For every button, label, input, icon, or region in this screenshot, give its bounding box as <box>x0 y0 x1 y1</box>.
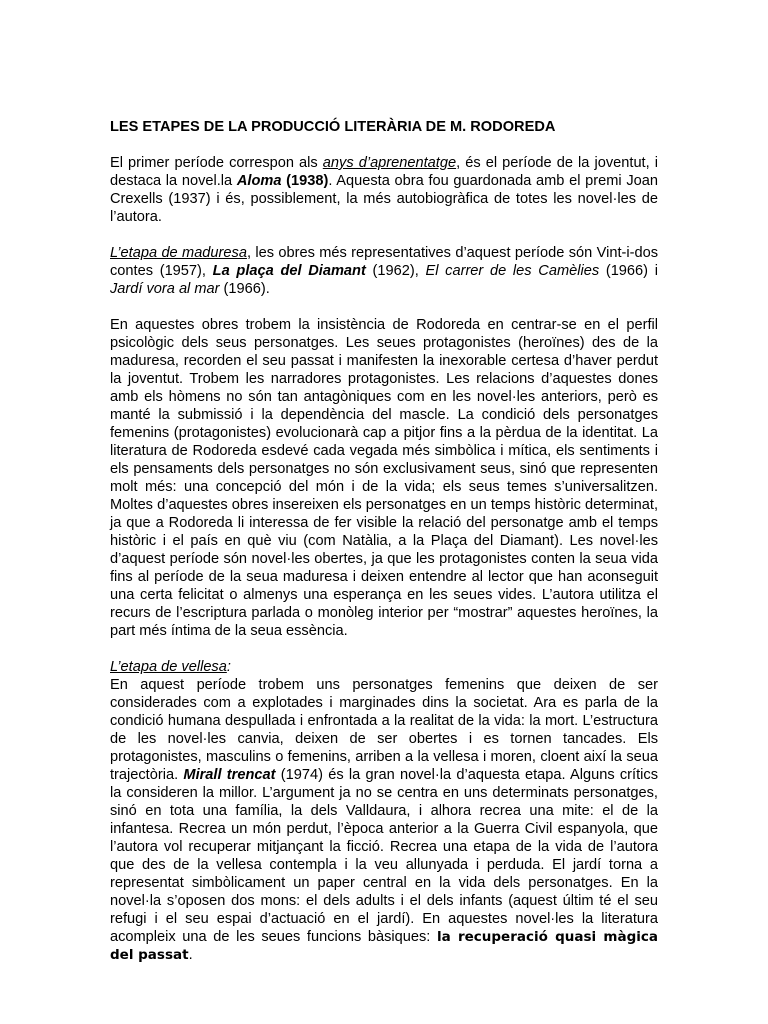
work-title: La plaça del Diamant <box>212 263 366 279</box>
paragraph-maturity <box>110 244 658 298</box>
paragraph-first-period <box>110 154 658 226</box>
paragraph-maturity-analysis: En aquestes obres trobem la insistència de Rodoreda en centrar-se en el perfil psicològic dels seus personatges. Les seues protagonistes (heroïnes) des de la maduresa, recorden el seu passat i manifesten la inexorable certesa d’haver perdut la joventut. Trobem les narradores protagonistes. Les relacions d’aquestes dones amb els hòmens no són tan antagòniques com en les novel·les anteriors, però es manté la submissió i la dependència del mascle. La condició dels personatges femenins (protagonistes) evolucionarà cap a pitjor fins a la pèrdua de la identitat. La literatura de Rodoreda esdevé cada vegada més simbòlica i mítica, els sentiments i els pensaments dels personatges no són exclusivament seus, sinó que representen molt més: una concepció del món i de la vida; els seus temes s’universalitzen. Moltes d’aquestes obres insereixen els personatges en un temps històric determinat, ja que a Rodoreda li interessa de fer visible la relació del personatge amb el temps històric i el país en què viu (com Natàlia, a la Plaça del Diamant). Les novel·les d’aquest període són novel·les obertes, ja que les protagonistes conten la seua vida fins al període de la seua maduresa i deixen entendre al lector que han aconseguit una certa felicitat o almenys una esperança en les seues vides. L’autora utilitza el recurs de l’escriptura parlada o monòleg interior per “mostrar” aquestes heroïnes, la part més íntima de la seua essència. <box>110 317 658 639</box>
text: (1962), <box>365 263 426 279</box>
work-title: Aloma <box>236 173 282 189</box>
text: (1966). <box>219 281 270 297</box>
document-page <box>110 118 658 982</box>
text: . <box>188 947 193 963</box>
work-title: Jardí vora al mar <box>110 281 220 297</box>
text: (1974) és la gran novel·la d’aquesta etapa. Alguns crítics la consideren la millor. L’argument ja no se centra en uns determinats personatges, sinó en tota una família, la dels Valldaura, i alhora recrea una mite: el de la infantesa. Recrea un món perdut, l’època anterior a la Guerra Civil espanyola, que l’autora vol recuperar mitjançant la ficció. Recrea una etapa de la vida de l’autora que des de la vellesa contempla i la veu allunyada i perduda. El jardí torna a representat simbòlicament un paper central en la vida dels personatges. En la novel·la s’oposen dos mons: el dels adults i el dels infants (aquest últim té el seu refugi i el seu espai d’actuació en el jardí). En aquestes novel·les la literatura acompleix una de les seues funcions bàsiques: <box>110 767 658 945</box>
document-title: LES ETAPES DE LA PRODUCCIÓ LITERÀRIA DE M. RODOREDA <box>110 119 556 135</box>
paragraph-old-age <box>110 658 658 964</box>
work-title: El carrer de les Camèlies <box>425 263 600 279</box>
text: . Aquesta obra fou guardonada amb el premi Joan Crexells (1937) i és, possiblement, la més autobiogràfica de totes les novel·les de l’autora. <box>110 173 658 225</box>
text: : <box>226 659 231 675</box>
text: En aquest període trobem uns personatges femenins que deixen de ser considerades com a explotades i marginades dins la societat. Ara es parla de la condició humana despullada i enfrontada a la realitat de la vida: la mort. L’estructura de les novel·les canvia, deixen de ser obertes i es tornen tancades. Els protagonistes, masculins o femenins, arriben a la vellesa i moren, cloent així la seua trajectòria. <box>110 677 658 783</box>
old-age-heading <box>110 658 658 676</box>
text: , les obres més representatives d’aquest període són Vint-i-dos contes (1957), <box>110 245 659 279</box>
period-name: L’etapa de maduresa <box>110 245 247 261</box>
period-name: anys d’aprenentatge <box>322 155 457 171</box>
text: (1966) i <box>599 263 658 279</box>
work-title: Mirall trencat <box>183 767 276 783</box>
period-name: L’etapa de vellesa <box>110 659 227 675</box>
text: , és el període de la joventut, i destaca la novel.la <box>110 155 658 189</box>
work-year: (1938) <box>281 173 329 189</box>
emphasis: la recuperació quasi màgica del passat <box>110 929 658 963</box>
text: El primer període correspon als <box>110 155 323 171</box>
